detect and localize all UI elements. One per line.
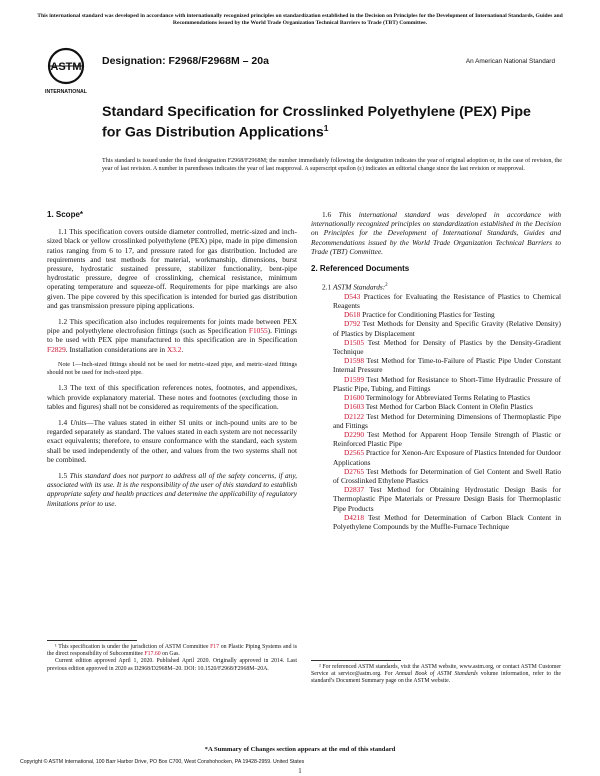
- title-text: Standard Specification for Crosslinked Polyethylene (PEX) Pipe for Gas Distribution Applications: [102, 104, 531, 142]
- right-footnotes: [311, 660, 561, 686]
- link-f2829[interactable]: F2829: [47, 344, 66, 354]
- title-footnote-mark: 1: [323, 123, 329, 134]
- para-1-3: 1.3 The text of this specification references notes, footnotes, and appendixes, which provide explanatory material. These notes and footnotes (excluding those in tables and figures) shall not be considered as requirements of the specification.: [47, 383, 297, 411]
- copyright: Copyright © ASTM International, 100 Barr Harbor Drive, PO Box C700, West Conshohocken, PA 19428-2959. United States: [20, 759, 305, 765]
- reference-link[interactable]: D618: [344, 310, 361, 320]
- reference-title: Practice for Xenon-Arc Exposure of Plastics Intended for Outdoor Applications: [333, 448, 561, 467]
- para-1-1: 1.1 This specification covers outside diameter controlled, metric-sized and inch-sized black or yellow crosslinked polyethylene (PEX) pipe, made in pipe dimension ratios ranging from 6 to 17, and pressure rated for gas distribution. Included are requirements and test methods for material, workmanship, dimensions, burst pressure, hydrostatic sustained pressure, stabilizer functionality, bent-pipe hydrostatic pressure, degree of crosslinking, chemical resistance, minimum operating temperature and squeeze-off. Requirements for pipe markings are also given. The pipe covered by this specification is intended for buried gas distribution and gas transmission pressure piping applications.: [47, 227, 297, 310]
- astm-logo: [44, 45, 88, 99]
- reference-link[interactable]: D1505: [344, 337, 364, 347]
- page-number: 1: [298, 768, 302, 775]
- logo-letters: ASTM: [50, 61, 82, 73]
- note-1: Note 1—Inch-sized fittings should not be used for metric-sized pipe, and metric-sized fittings should not be used for inch-sized pipe.: [47, 360, 297, 376]
- reference-title: Test Method for Apparent Hoop Tensile Strength of Plastic or Reinforced Plastic Pipe: [333, 429, 561, 449]
- footnote-2: ² For referenced ASTM standards, visit the ASTM website, www.astm.org, or contact ASTM Customer Service at service@astm.org. For Annual Book of ASTM Standards volume information, refer to the standard’s Document Summary page on the ASTM website.: [311, 664, 562, 685]
- footnote-rule: [311, 660, 401, 661]
- tbt-notice: This international standard was developed in accordance with internationally recognized principles on standardization established in the Decision on Principles for the Development of International Standards, Guides and Recommendations issued by the World Trade Organization Technical Barriers to Trade (TBT) Committee.: [37, 13, 563, 27]
- footnote-rule: [47, 640, 137, 641]
- reference-link[interactable]: D4218: [344, 512, 364, 522]
- footnote-1-edition: Current edition approved April 1, 2020. Published April 2020. Originally approved in 2014. Last previous edition approved in 2020 as D2968/D2968M–20. DOI: 10.1520/F2968/F2968M–20A.: [47, 658, 297, 672]
- designation: Designation: F2968/F2968M – 20a: [102, 55, 269, 67]
- right-column: [311, 210, 561, 531]
- reference-link[interactable]: D2565: [344, 448, 364, 458]
- reference-item: [311, 338, 561, 356]
- section-heading-referenced-documents: 2. Referenced Documents: [311, 264, 410, 274]
- reference-link[interactable]: D1600: [344, 393, 364, 403]
- reference-item: [311, 393, 561, 402]
- link-f1055[interactable]: F1055: [248, 326, 268, 336]
- page-title: [102, 104, 542, 142]
- reference-item: [311, 356, 561, 374]
- link-f17-60[interactable]: F17.60: [144, 651, 161, 658]
- reference-title: Practice for Conditioning Plastics for Testing: [360, 310, 495, 320]
- para-1-6: 1.6 This international standard was developed in accordance with internationally recognized principles on standardization established in the Decision on Principles for the Development of International Standards, Guides and Recommendations issued by the World Trade Organization Technical Barriers to Trade (TBT) Committee.: [311, 210, 561, 256]
- reference-title: Test Method for Obtaining Hydrostatic Design Basis for Thermoplastic Pipe Materials or Pressure Design Basis for Thermoplastic Pipe Products: [333, 485, 561, 513]
- reference-title: Test Method for Carbon Black Content in Olefin Plastics: [364, 402, 533, 412]
- reference-link[interactable]: D2290: [344, 429, 364, 439]
- national-standard-label: An American National Standard: [465, 58, 555, 65]
- reference-link[interactable]: D2765: [344, 466, 364, 476]
- reference-link[interactable]: D1603: [344, 402, 364, 412]
- reference-item: [311, 467, 561, 485]
- reference-link[interactable]: D543: [344, 291, 361, 301]
- para-1-5: 1.5 This standard does not purport to address all of the safety concerns, if any, associated with its use. It is the responsibility of the user of this standard to establish appropriate safety and health practices and determine the applicability of regulatory limitations prior to use.: [47, 471, 298, 508]
- logo-subtitle: INTERNATIONAL: [45, 89, 87, 95]
- reference-link[interactable]: D1598: [344, 356, 364, 366]
- reference-title: Test Method for Determination of Carbon Black Content in Polyethylene Compounds by the Muffle-Furnace Technique: [333, 512, 561, 531]
- reference-item: [311, 485, 561, 513]
- para-1-4: 1.4 Units—The values stated in either SI units or inch-pound units are to be regarded separately as standard. The values stated in each system are not necessarily exact equivalents; therefore, to ensure conformance with the standard, each system shall be used independently of the other, and values from the two systems shall not be combined.: [47, 418, 298, 464]
- reference-item: [311, 412, 561, 430]
- reference-item: [311, 402, 561, 411]
- reference-list: [311, 292, 561, 531]
- footnote-1: ¹ This specification is under the jurisdiction of ASTM Committee F17 on Plastic Piping Systems and is the direct responsibility of Subcommittee F17.60 on Gas.: [47, 644, 297, 658]
- reference-item: [311, 292, 561, 310]
- left-footnotes: [47, 640, 297, 673]
- reference-link[interactable]: D1599: [344, 374, 364, 384]
- para-2-1: 2.1 ASTM Standards:$^2$: [322, 282, 388, 292]
- reference-item: [311, 448, 561, 466]
- section-heading-scope: 1. Scope*: [47, 210, 84, 219]
- reference-item: [311, 513, 561, 531]
- issued-statement: This standard is issued under the fixed designation F2968/F2968M; the number immediately following the designation indicates the year of original adoption or, in the case of revision, the year of last revision. A number in parentheses indicates the year of last reapproval. A superscript epsilon (ε) indicates an editorial change since the last revision or reapproval.: [102, 158, 562, 173]
- reference-title: Test Method for Determining Dimensions of Thermoplastic Pipe and Fittings: [333, 411, 561, 430]
- para-1-2: 1.2 This specification also includes requirements for joints made between PEX pipe and polyethylene electrofusion fittings (such as Specification F1055). Fittings to be used with PEX pipe manufactured to this specification are in Specification F2829. Installation considerations are in X3.2.: [47, 317, 297, 354]
- reference-title: Terminology for Abbreviated Terms Relating to Plastics: [364, 393, 531, 403]
- reference-item: [311, 430, 561, 448]
- reference-title: Test Method for Resistance to Short-Time Hydraulic Pressure of Plastic Pipe, Tubing, and Fittings: [333, 374, 561, 393]
- reference-item: [311, 310, 561, 319]
- link-f17[interactable]: F17: [210, 644, 220, 650]
- left-column: [47, 210, 297, 508]
- link-x3-2[interactable]: X3.2: [166, 344, 182, 354]
- reference-title: Test Method for Time-to-Failure of Plastic Pipe Under Constant Internal Pressure: [333, 356, 561, 375]
- reference-title: Test Methods for Determination of Gel Content and Swell Ratio of Crosslinked Ethylene Plastics: [333, 466, 561, 485]
- reference-title: Practices for Evaluating the Resistance of Plastics to Chemical Reagents: [333, 291, 561, 311]
- reference-title: Test Method for Density of Plastics by the Density-Gradient Technique: [333, 337, 561, 357]
- reference-item: [311, 319, 561, 337]
- reference-title: Test Methods for Density and Specific Gravity (Relative Density) of Plastics by Displacement: [333, 319, 561, 338]
- reference-link[interactable]: D2122: [344, 411, 364, 421]
- reference-link[interactable]: D2837: [344, 485, 364, 495]
- reference-item: [311, 375, 561, 393]
- reference-link[interactable]: D792: [344, 319, 361, 329]
- summary-of-changes-note: *A Summary of Changes section appears at the end of this standard: [204, 746, 396, 753]
